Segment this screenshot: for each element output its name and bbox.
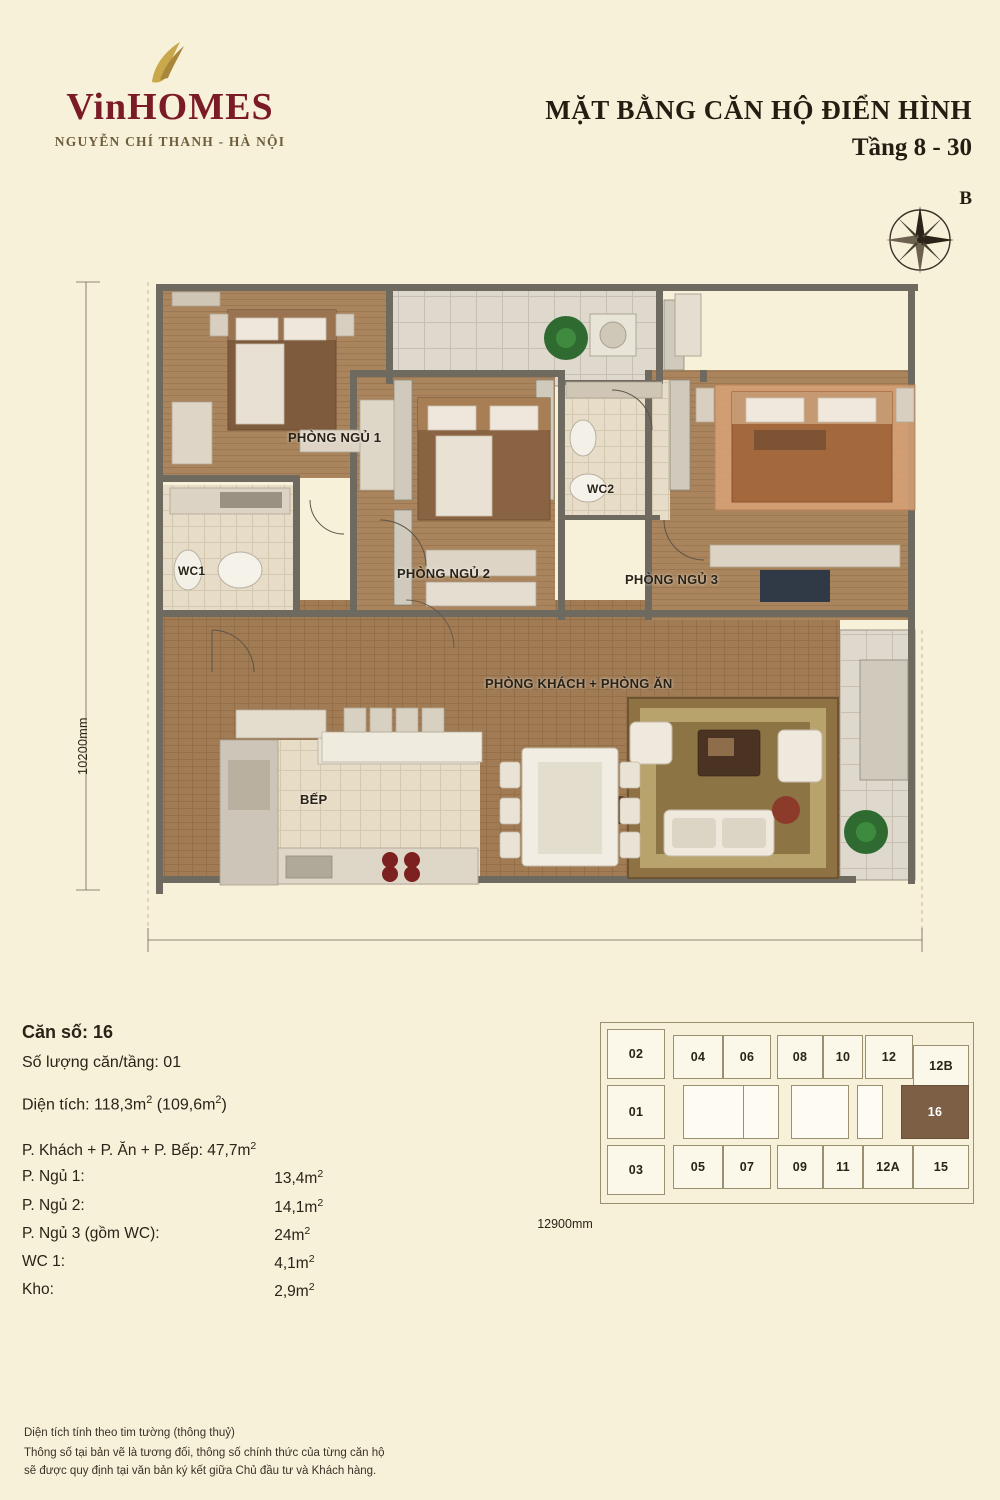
floorplan-svg bbox=[60, 270, 940, 970]
footnote-line-2: Thông số tại bản vẽ là tương đối, thông số chính thức của từng căn hộ bbox=[24, 1446, 385, 1459]
keyplan-unit-10[interactable]: 10 bbox=[823, 1035, 863, 1079]
room-label-living-dining: PHÒNG KHÁCH + PHÒNG ĂN bbox=[485, 676, 673, 691]
footnote-line-3: sẽ được quy định tại văn bản ký kết giữa Chủ đầu tư và Khách hàng. bbox=[24, 1464, 377, 1477]
area-row-sup: 2 bbox=[308, 1252, 315, 1265]
area-row-key: WC 1: bbox=[22, 1252, 66, 1270]
keyplan-unit-01[interactable]: 01 bbox=[607, 1085, 665, 1139]
page-subtitle: Tầng 8 - 30 bbox=[851, 134, 972, 161]
brand-name-2: HOMES bbox=[127, 86, 274, 128]
keyplan-unit-12a[interactable]: 12A bbox=[863, 1145, 913, 1189]
keyplan-unit-09[interactable]: 09 bbox=[777, 1145, 823, 1189]
area-row-key: P. Ngủ 1: bbox=[22, 1168, 85, 1186]
area-row-key: P. Ngủ 2: bbox=[22, 1196, 85, 1214]
total-area-net-sup: 2 bbox=[215, 1094, 222, 1106]
footnote-line-1: Diện tích tính theo tim tường (thông thuỷ) bbox=[24, 1427, 235, 1439]
keyplan-unit-11[interactable]: 11 bbox=[823, 1145, 863, 1189]
total-area-net: (109,6m bbox=[152, 1096, 216, 1114]
room-label-kitchen: BẾP bbox=[300, 792, 328, 807]
area-row-value: 4,1m bbox=[274, 1255, 309, 1273]
room-label-bedroom-1: PHÒNG NGỦ 1 bbox=[288, 430, 382, 445]
vinhomes-bird-icon bbox=[140, 38, 200, 86]
room-label-bedroom-3: PHÒNG NGỦ 3 bbox=[625, 572, 719, 587]
keyplan-core-b bbox=[743, 1085, 779, 1139]
area-row-value: 13,4m bbox=[274, 1170, 318, 1188]
keyplan-unit-06[interactable]: 06 bbox=[723, 1035, 771, 1079]
area-row-sup: 2 bbox=[304, 1224, 311, 1237]
area-row-value: 2,9m bbox=[274, 1283, 309, 1301]
keyplan-core-a bbox=[683, 1085, 745, 1139]
table-row bbox=[22, 1136, 384, 1164]
keyplan-unit-12b[interactable]: 12B bbox=[913, 1045, 969, 1087]
keyplan-unit-08[interactable]: 08 bbox=[777, 1035, 823, 1079]
keyplan-unit-07[interactable]: 07 bbox=[723, 1145, 771, 1189]
table-row bbox=[22, 1249, 384, 1277]
keyplan-unit-15[interactable]: 15 bbox=[913, 1145, 969, 1189]
compass-north-label: B bbox=[959, 188, 972, 209]
compass-rose-icon bbox=[880, 188, 972, 280]
keyplan-core-d bbox=[857, 1085, 883, 1139]
unit-number-title: Căn số: 16 bbox=[22, 1022, 114, 1042]
keyplan-unit-03[interactable]: 03 bbox=[607, 1145, 665, 1195]
room-label-wc2: WC2 bbox=[587, 482, 615, 496]
room-label-bedroom-2: PHÒNG NGỦ 2 bbox=[397, 566, 491, 581]
keyplan-unit-04[interactable]: 04 bbox=[673, 1035, 723, 1079]
area-row-sup: 2 bbox=[317, 1168, 324, 1181]
keyplan-unit-16-active[interactable]: 16 bbox=[901, 1085, 969, 1139]
table-row bbox=[22, 1277, 384, 1305]
area-row-sup: 2 bbox=[250, 1140, 257, 1153]
brand-tagline: NGUYỄN CHÍ THANH - HÀ NỘI bbox=[54, 134, 286, 149]
unit-count-per-floor: Số lượng căn/tầng: 01 bbox=[22, 1054, 182, 1071]
area-row-key: P. Khách + P. Ăn + P. Bếp: 47,7m bbox=[22, 1142, 251, 1160]
page-title-block bbox=[545, 95, 972, 162]
table-row bbox=[22, 1221, 384, 1249]
brand-wordmark bbox=[20, 88, 320, 126]
dimension-vertical-label: 10200mm bbox=[76, 717, 90, 775]
area-row-value: 14,1m bbox=[274, 1198, 318, 1216]
dimension-horizontal-label: 12900mm bbox=[537, 1217, 593, 1231]
table-row bbox=[22, 1164, 384, 1192]
total-area bbox=[22, 1094, 522, 1114]
unit-info-block bbox=[22, 1022, 522, 1305]
keyplan-unit-02[interactable]: 02 bbox=[607, 1029, 665, 1079]
area-row-sup: 2 bbox=[317, 1196, 324, 1209]
total-area-label: Diện tích: 118,3m bbox=[22, 1096, 147, 1114]
keyplan-unit-05[interactable]: 05 bbox=[673, 1145, 723, 1189]
table-row bbox=[22, 1193, 384, 1221]
area-row-key: P. Ngủ 3 (gồm WC): bbox=[22, 1224, 160, 1242]
brand-name-1: Vin bbox=[66, 86, 128, 128]
total-area-close: ) bbox=[221, 1096, 227, 1114]
area-row-value: 24m bbox=[274, 1226, 305, 1244]
key-plan bbox=[600, 1022, 974, 1204]
area-breakdown-table bbox=[22, 1136, 384, 1305]
keyplan-core-c bbox=[791, 1085, 849, 1139]
footnote-block bbox=[24, 1425, 724, 1480]
page-title: MẶT BẰNG CĂN HỘ ĐIỂN HÌNH bbox=[545, 95, 972, 125]
room-label-wc1: WC1 bbox=[178, 564, 206, 578]
keyplan-unit-12[interactable]: 12 bbox=[865, 1035, 913, 1079]
total-area-sup: 2 bbox=[146, 1094, 153, 1106]
brand-logo bbox=[20, 38, 320, 150]
area-row-key: Kho: bbox=[22, 1281, 54, 1299]
area-row-sup: 2 bbox=[308, 1281, 315, 1294]
